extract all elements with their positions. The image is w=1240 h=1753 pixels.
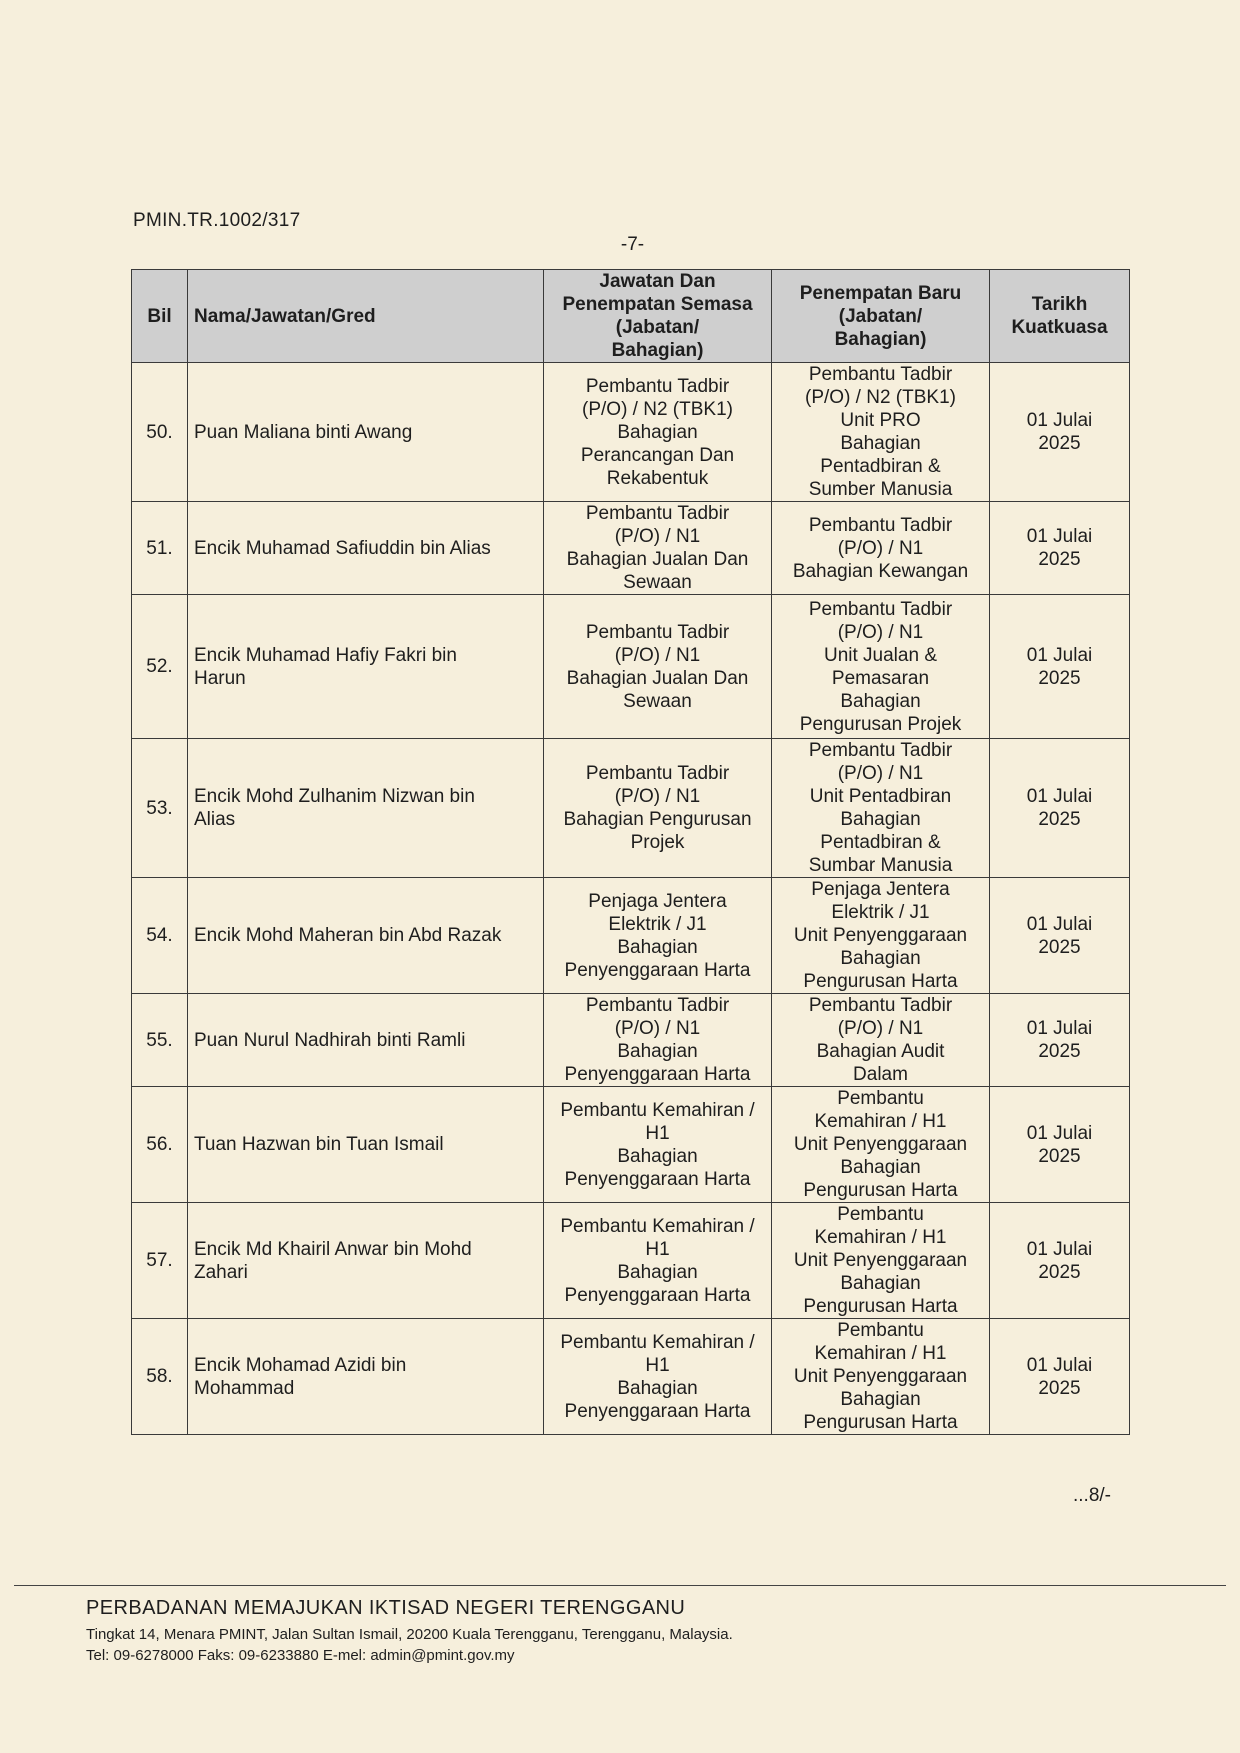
header-bil: Bil — [132, 270, 188, 363]
header-tarikh: Tarikh Kuatkuasa — [990, 270, 1130, 363]
table-row — [132, 502, 1130, 595]
table-row — [132, 1319, 1130, 1435]
cell-tarikh: 01 Julai 2025 — [990, 739, 1130, 878]
cell-baru: Pembantu Tadbir (P/O) / N1 Unit Pentadbiran Bahagian Pentadbiran & Sumbar Manusia — [772, 739, 990, 878]
cell-semasa: Pembantu Tadbir (P/O) / N2 (TBK1) Bahagian Perancangan Dan Rekabentuk — [544, 363, 772, 502]
cell-bil: 53. — [132, 739, 188, 878]
cell-nama: Encik Md Khairil Anwar bin Mohd Zahari — [188, 1203, 544, 1319]
cell-bil: 51. — [132, 502, 188, 595]
cell-tarikh: 01 Julai 2025 — [990, 1319, 1130, 1435]
table-row — [132, 994, 1130, 1087]
cell-nama: Tuan Hazwan bin Tuan Ismail — [188, 1087, 544, 1203]
footer-divider — [14, 1585, 1226, 1586]
cell-baru: Pembantu Kemahiran / H1 Unit Penyenggaraan Bahagian Pengurusan Harta — [772, 1319, 990, 1435]
reference-number: PMIN.TR.1002/317 — [133, 210, 301, 231]
cell-semasa: Pembantu Kemahiran / H1 Bahagian Penyenggaraan Harta — [544, 1319, 772, 1435]
cell-tarikh: 01 Julai 2025 — [990, 1087, 1130, 1203]
cell-baru: Pembantu Tadbir (P/O) / N2 (TBK1) Unit PRO Bahagian Pentadbiran & Sumber Manusia — [772, 363, 990, 502]
cell-nama: Encik Muhamad Hafiy Fakri bin Harun — [188, 595, 544, 739]
cell-semasa: Pembantu Kemahiran / H1 Bahagian Penyenggaraan Harta — [544, 1087, 772, 1203]
cell-nama: Puan Nurul Nadhirah binti Ramli — [188, 994, 544, 1087]
cell-baru: Pembantu Tadbir (P/O) / N1 Unit Jualan & Pemasaran Bahagian Pengurusan Projek — [772, 595, 990, 739]
cell-tarikh: 01 Julai 2025 — [990, 502, 1130, 595]
cell-bil: 52. — [132, 595, 188, 739]
cell-semasa: Pembantu Kemahiran / H1 Bahagian Penyenggaraan Harta — [544, 1203, 772, 1319]
cell-baru: Pembantu Kemahiran / H1 Unit Penyenggaraan Bahagian Pengurusan Harta — [772, 1087, 990, 1203]
cell-tarikh: 01 Julai 2025 — [990, 595, 1130, 739]
cell-semasa: Pembantu Tadbir (P/O) / N1 Bahagian Jualan Dan Sewaan — [544, 502, 772, 595]
footer-organization: PERBADANAN MEMAJUKAN IKTISAD NEGERI TERENGGANU — [86, 1597, 686, 1619]
cell-nama: Encik Muhamad Safiuddin bin Alias — [188, 502, 544, 595]
cell-nama: Encik Mohd Maheran bin Abd Razak — [188, 878, 544, 994]
continuation-marker: ...8/- — [1073, 1485, 1112, 1506]
footer — [86, 1597, 733, 1666]
cell-bil: 56. — [132, 1087, 188, 1203]
cell-tarikh: 01 Julai 2025 — [990, 1203, 1130, 1319]
cell-bil: 57. — [132, 1203, 188, 1319]
cell-semasa: Pembantu Tadbir (P/O) / N1 Bahagian Penyenggaraan Harta — [544, 994, 772, 1087]
cell-tarikh: 01 Julai 2025 — [990, 878, 1130, 994]
cell-tarikh: 01 Julai 2025 — [990, 363, 1130, 502]
page-number: -7- — [620, 234, 645, 255]
table-header-row — [132, 270, 1130, 363]
footer-contact: Tel: 09-6278000 Faks: 09-6233880 E-mel: admin@pmint.gov.my — [86, 1647, 515, 1664]
header-nama: Nama/Jawatan/Gred — [188, 270, 544, 363]
cell-nama: Encik Mohd Zulhanim Nizwan bin Alias — [188, 739, 544, 878]
cell-nama: Encik Mohamad Azidi bin Mohammad — [188, 1319, 544, 1435]
cell-nama: Puan Maliana binti Awang — [188, 363, 544, 502]
transfer-table — [131, 269, 1130, 1435]
table-row — [132, 878, 1130, 994]
cell-baru: Penjaga Jentera Elektrik / J1 Unit Penyenggaraan Bahagian Pengurusan Harta — [772, 878, 990, 994]
cell-semasa: Pembantu Tadbir (P/O) / N1 Bahagian Pengurusan Projek — [544, 739, 772, 878]
cell-bil: 54. — [132, 878, 188, 994]
cell-tarikh: 01 Julai 2025 — [990, 994, 1130, 1087]
table-row — [132, 1203, 1130, 1319]
cell-bil: 50. — [132, 363, 188, 502]
header-semasa: Jawatan Dan Penempatan Semasa (Jabatan/ Bahagian) — [544, 270, 772, 363]
cell-baru: Pembantu Tadbir (P/O) / N1 Bahagian Kewangan — [772, 502, 990, 595]
cell-baru: Pembantu Kemahiran / H1 Unit Penyenggaraan Bahagian Pengurusan Harta — [772, 1203, 990, 1319]
table-row — [132, 363, 1130, 502]
cell-baru: Pembantu Tadbir (P/O) / N1 Bahagian Audit Dalam — [772, 994, 990, 1087]
table-row — [132, 1087, 1130, 1203]
header-baru: Penempatan Baru (Jabatan/ Bahagian) — [772, 270, 990, 363]
footer-address: Tingkat 14, Menara PMINT, Jalan Sultan Ismail, 20200 Kuala Terengganu, Terengganu, Malaysia. — [86, 1626, 733, 1643]
table-row — [132, 739, 1130, 878]
cell-semasa: Penjaga Jentera Elektrik / J1 Bahagian Penyenggaraan Harta — [544, 878, 772, 994]
cell-semasa: Pembantu Tadbir (P/O) / N1 Bahagian Jualan Dan Sewaan — [544, 595, 772, 739]
table-row — [132, 595, 1130, 739]
cell-bil: 55. — [132, 994, 188, 1087]
cell-bil: 58. — [132, 1319, 188, 1435]
